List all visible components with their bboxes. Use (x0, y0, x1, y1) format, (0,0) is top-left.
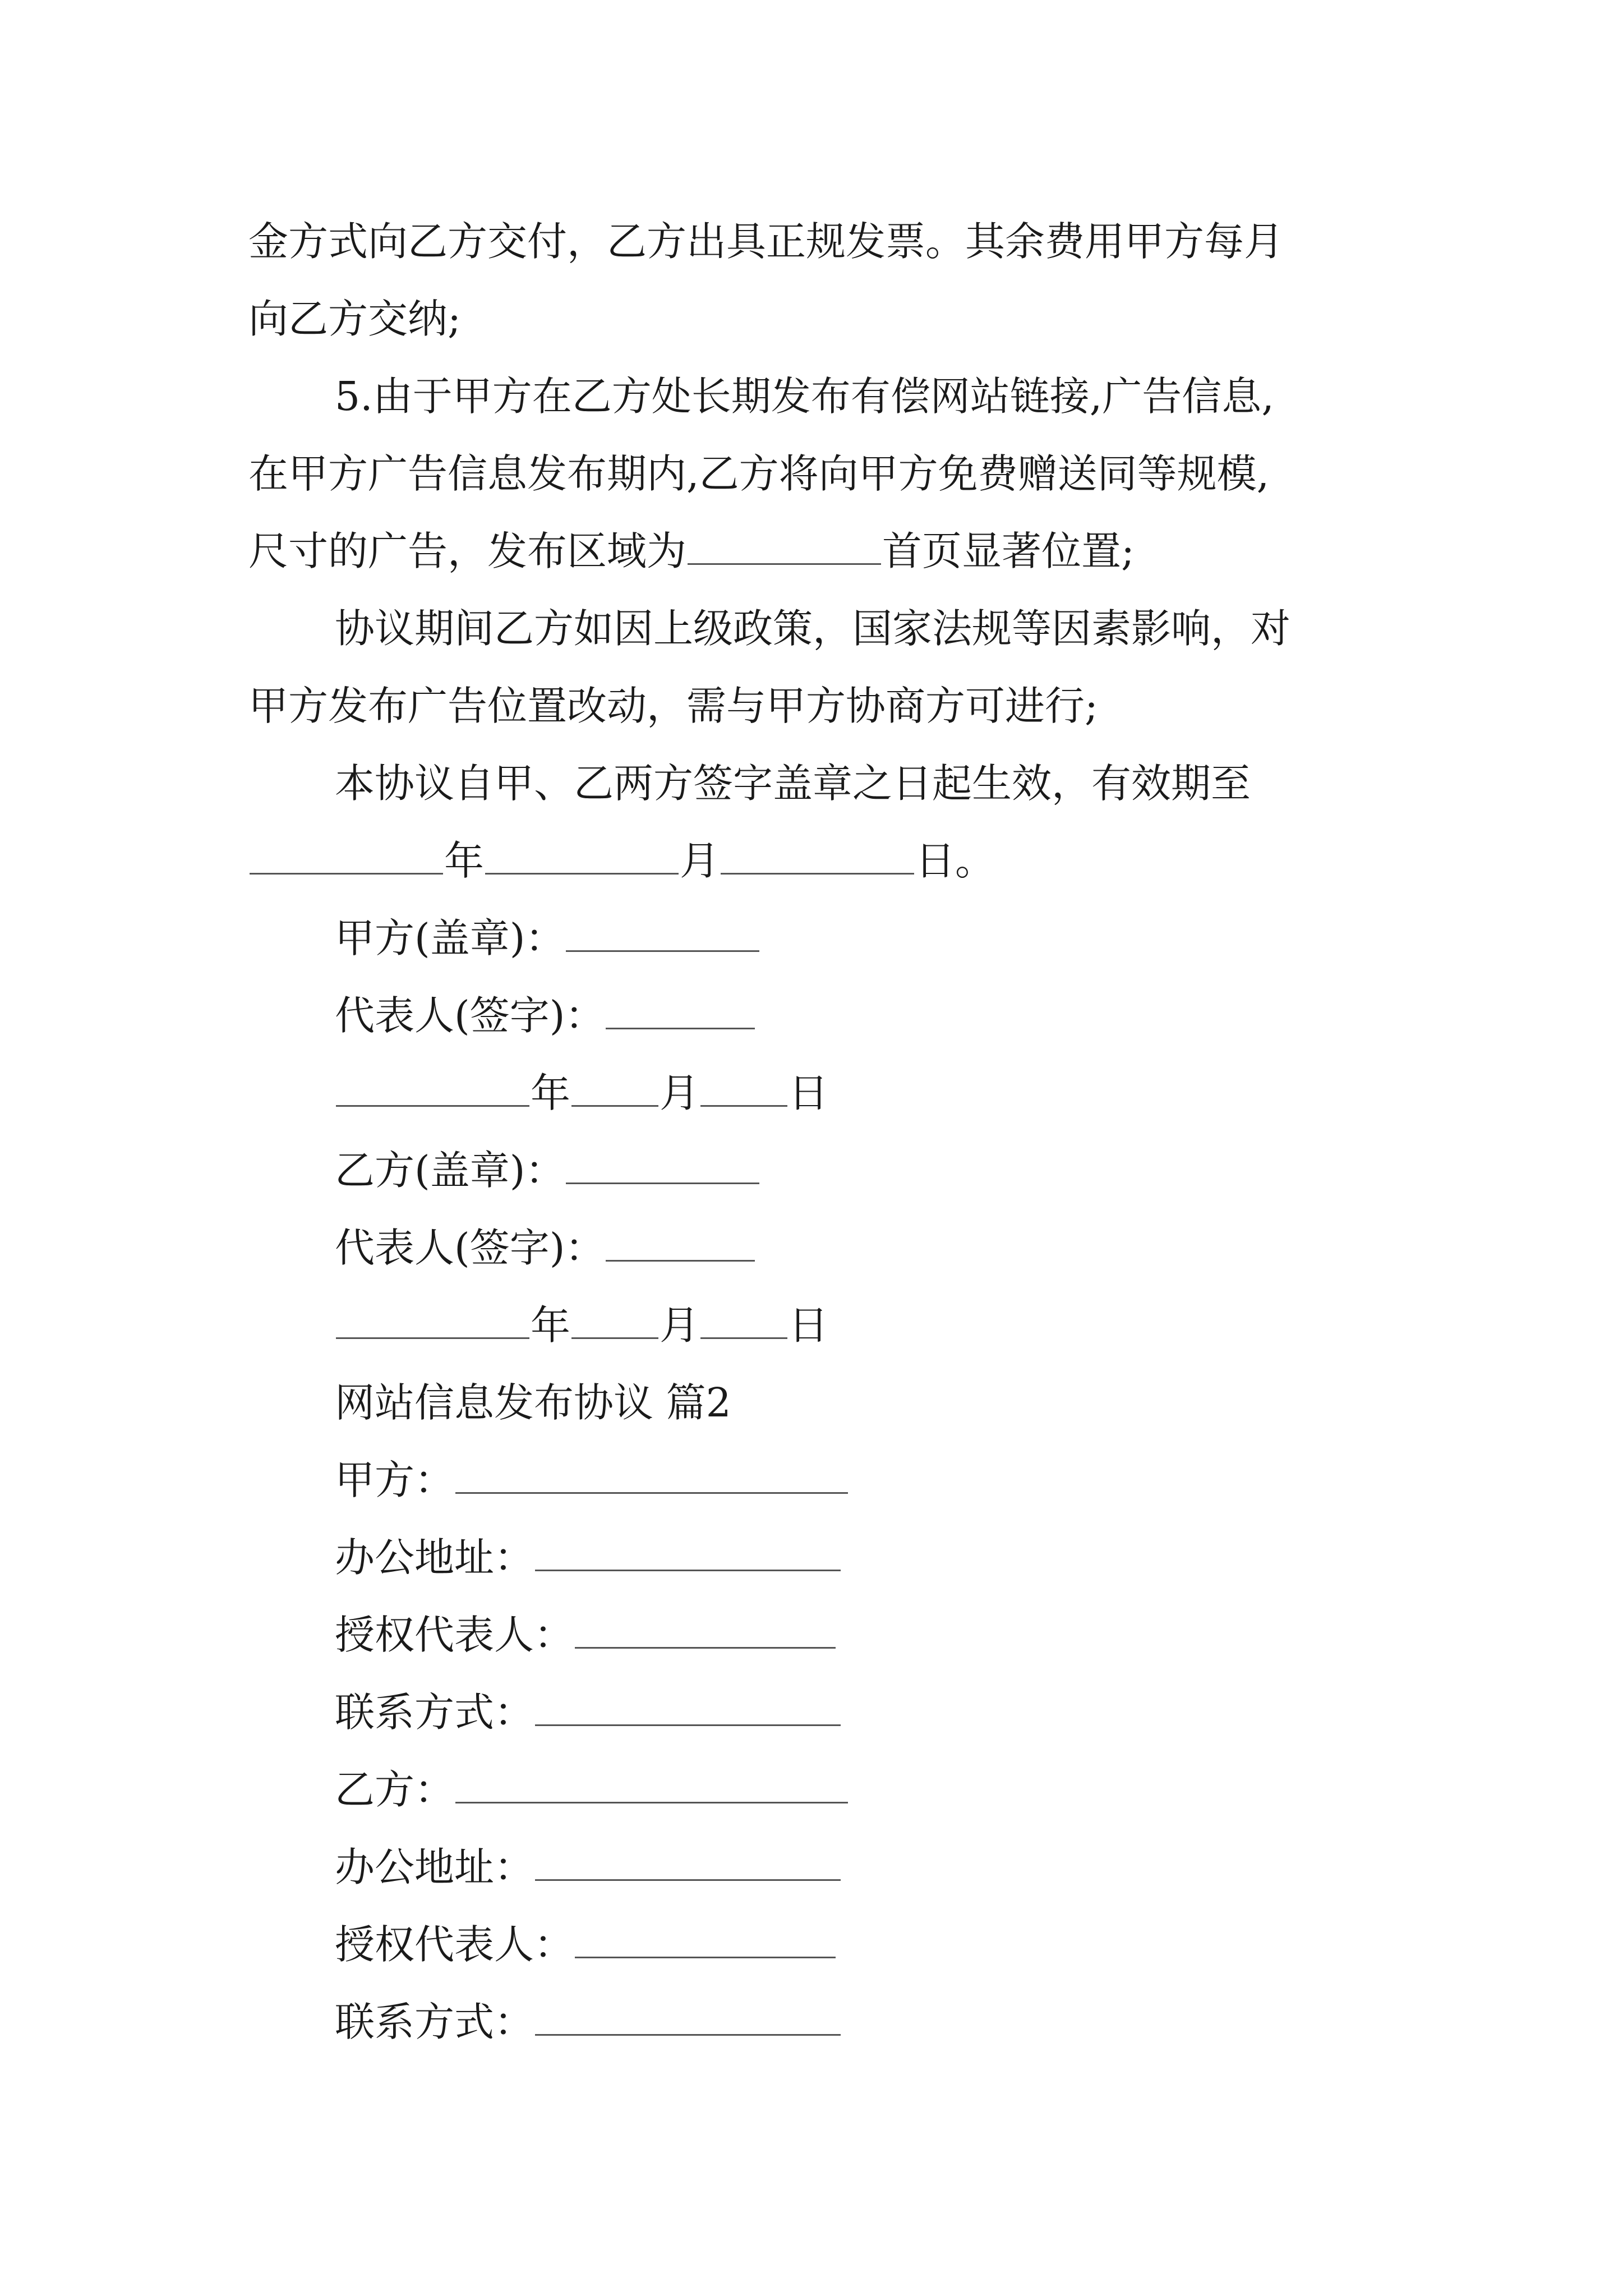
party-b-seal-line (335, 1147, 760, 1194)
authorized-rep-field (335, 1612, 837, 1658)
section-title: 网站信息发布协议 篇2 (335, 1379, 731, 1426)
label: 甲方： (335, 1457, 455, 1503)
label: 授权代表人： (335, 1612, 574, 1658)
fill-blank (700, 1105, 787, 1107)
fill-blank (571, 1337, 658, 1339)
text: 日 (789, 1070, 829, 1116)
paragraph-line: 协议期间乙方如因上级政策，国家法规等因素影响，对 (335, 605, 1291, 652)
party-b-field (335, 1766, 849, 1813)
fill-blank (535, 1879, 841, 1881)
paragraph-line: 甲方发布广告位置改动，需与甲方协商方可进行; (248, 683, 1098, 729)
fill-blank (575, 1646, 836, 1649)
text: 首页显著位置; (882, 528, 1135, 574)
text: 年 (444, 838, 485, 884)
contact-field (335, 1689, 842, 1736)
text: 年 (531, 1070, 571, 1116)
text: 日 (789, 1302, 829, 1349)
fill-blank (575, 1956, 836, 1958)
paragraph-line: 本协议自甲、乙两方签字盖章之日起生效，有效期至 (335, 760, 1251, 807)
label: 办公地址： (335, 1844, 534, 1890)
fill-blank (535, 1724, 841, 1726)
fill-blank (336, 1337, 529, 1339)
fill-blank (485, 872, 679, 875)
date-line (335, 1070, 829, 1116)
fill-blank (700, 1337, 787, 1339)
label: 代表人(签字)： (335, 992, 605, 1039)
label: 授权代表人： (335, 1921, 574, 1968)
label: 乙方(盖章)： (335, 1147, 565, 1194)
paragraph-line: 5.由于甲方在乙方处长期发布有偿网站链接,广告信息, (335, 373, 1274, 420)
party-a-seal-line (335, 915, 760, 961)
fill-blank (721, 872, 914, 875)
party-b-rep-line (335, 1225, 756, 1271)
office-address-field (335, 1534, 842, 1581)
paragraph-line: 金方式向乙方交付，乙方出具正规发票。其余费用甲方每月 (248, 218, 1284, 265)
party-a-field (335, 1457, 849, 1503)
text: 月 (680, 838, 720, 884)
fill-blank (250, 872, 443, 875)
label: 办公地址： (335, 1534, 534, 1581)
text: 日。 (915, 838, 995, 884)
fill-blank (535, 2033, 841, 2036)
text: 月 (660, 1302, 700, 1349)
fill-blank (566, 1182, 759, 1184)
date-line (335, 1302, 829, 1349)
label: 联系方式： (335, 1689, 534, 1736)
fill-blank (606, 1027, 755, 1029)
label: 乙方： (335, 1766, 455, 1813)
text: 年 (531, 1302, 571, 1349)
fill-blank (455, 1492, 848, 1494)
label: 代表人(签字)： (335, 1225, 605, 1271)
fill-blank (455, 1801, 848, 1803)
authorized-rep-field (335, 1921, 837, 1968)
label: 联系方式： (335, 1999, 534, 2045)
paragraph-line: 在甲方广告信息发布期内,乙方将向甲方免费赠送同等规模, (248, 450, 1270, 497)
party-a-rep-line (335, 992, 756, 1039)
fill-blank (566, 950, 759, 952)
text: 月 (660, 1070, 700, 1116)
fill-blank (571, 1105, 658, 1107)
fill-blank (336, 1105, 529, 1107)
label: 甲方(盖章)： (335, 915, 565, 961)
office-address-field (335, 1844, 842, 1890)
paragraph-line (248, 838, 995, 884)
contact-field (335, 1999, 842, 2045)
fill-blank (535, 1569, 841, 1571)
paragraph-line (248, 528, 1135, 574)
paragraph-line: 向乙方交纳; (248, 296, 461, 342)
fill-blank (688, 563, 881, 565)
fill-blank (606, 1259, 755, 1262)
text: 尺寸的广告，发布区域为 (248, 528, 687, 574)
